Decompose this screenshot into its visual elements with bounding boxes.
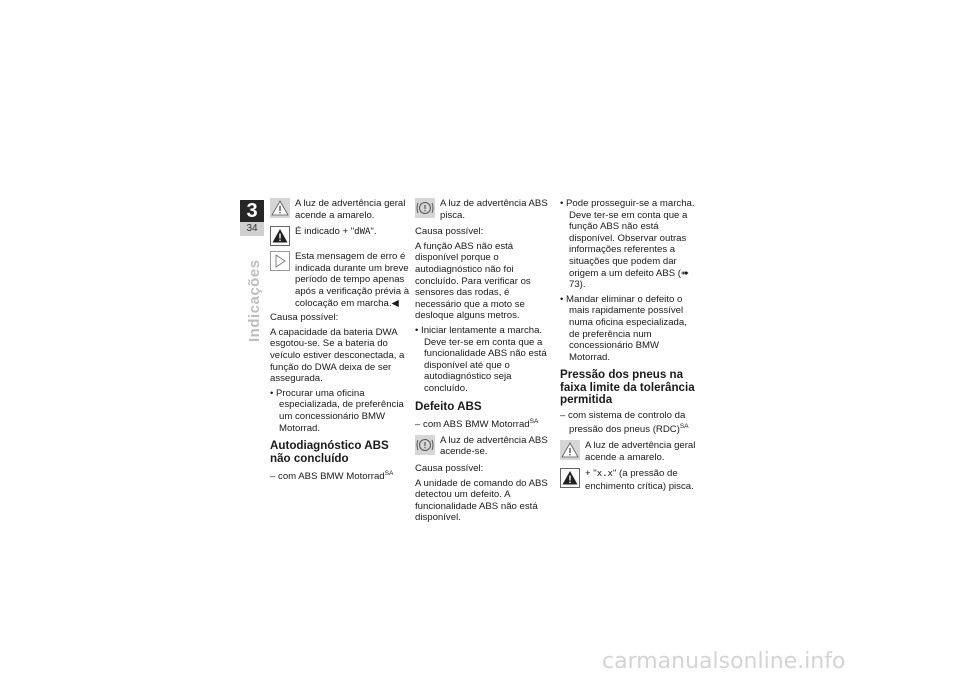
list-item: • Pode prosseguir-se a marcha. Deve ter-se em conta que a função ABS não está disponível. Observar outras informações referentes a situações que podem dar origem a um defeito ABS (➠ 73). (560, 198, 695, 291)
chapter-label: Indicações (246, 259, 263, 342)
equipment-line: – com sistema de controlo da pressão dos pneus (RDC)$^{SA}$ (560, 409, 689, 436)
page-ref-arrow-icon: ➠ (681, 267, 690, 279)
equipment-line: – com ABS BMW Motorrad$^{SA}$ (270, 470, 394, 483)
warning-triangle-icon (560, 468, 580, 488)
sa-superscript: SA (679, 423, 689, 431)
indicator-text: A luz de advertência geral acende a amarelo. (295, 198, 406, 221)
list-item: • Mandar eliminar o defeito o mais rapidamente possível numa oficina especializada, de preferência num concessionário BMW Motorrad. (560, 293, 687, 363)
display-code: dWA (354, 227, 371, 238)
cause-text: A capacidade da bateria DWA esgotou-se. Se a bateria do veículo estiver desconectada, a função do DWA deixa de ser assegurada. (270, 326, 405, 385)
general-warning-indicator (270, 198, 410, 221)
display-code: x.x (596, 469, 613, 480)
abs-flashing-indicator (415, 198, 555, 221)
column-3 (560, 198, 700, 498)
indicator-text: É indicado + "dWA". (295, 226, 377, 238)
info-indicator (270, 251, 410, 309)
cause-text: A unidade de comando do ABS detectou um defeito. A funcionalidade ABS não está disponível. (415, 477, 548, 524)
indicator-text: Esta mensagem de erro é indicada durante um breve período de tempo apenas após a verificação prévia à colocação em marcha.◀ (295, 251, 410, 309)
list-item: • Iniciar lentamente a marcha. Deve ter-se em conta que a funcionalidade ABS não está disponível até que o autodiagnóstico seja concluído. (415, 324, 547, 394)
tyre-pressure-indicator (560, 468, 700, 492)
cause-label: Causa possível: (415, 462, 484, 474)
end-mark: ◀ (391, 297, 399, 309)
abs-warning-light-icon (415, 435, 435, 455)
indicator-text: A luz de advertência ABS pisca. (440, 198, 548, 221)
chapter-number: 3 (240, 200, 264, 222)
cause-label: Causa possível: (415, 226, 484, 238)
cause-text: A função ABS não está disponível porque o autodiagnóstico não foi concluído. Para verificar os sensores das rodas, é necessário que a moto se desloque alguns metros. (415, 240, 531, 322)
dwa-indicator (270, 226, 410, 246)
general-warning-light-icon (270, 198, 290, 218)
section-heading: Pressão dos pneus na faixa limite da tolerância permitida (560, 368, 695, 407)
warning-triangle-icon (270, 226, 290, 246)
equipment-line: – com ABS BMW Motorrad$^{SA}$ (415, 418, 539, 431)
sa-superscript: SA (384, 470, 394, 478)
indicator-text: + "x.x" (a pressão de enchimento crítica) pisca. (585, 468, 694, 492)
indicator-text: A luz de advertência ABS acende-se. (440, 434, 548, 458)
section-heading: Defeito ABS (415, 399, 482, 413)
general-warning-indicator (560, 440, 700, 463)
page-number: 34 (240, 222, 264, 236)
watermark: carmanualsonline.info (602, 649, 846, 674)
abs-warning-light-icon (415, 198, 435, 218)
general-warning-light-icon (560, 440, 580, 460)
page-ref[interactable]: 73 (569, 279, 580, 291)
section-heading: Autodiagnóstico ABS não concluído (270, 439, 389, 465)
column-2 (415, 198, 555, 527)
column-1 (270, 198, 410, 486)
sa-superscript: SA (529, 418, 539, 425)
list-item: • Procurar uma oficina especializada, de preferência um concessionário BMW Motorrad. (270, 387, 404, 434)
play-arrow-icon (270, 251, 290, 271)
indicator-text: A luz de advertência geral acende a amarelo. (585, 440, 696, 463)
cause-label: Causa possível: (270, 312, 339, 324)
abs-on-indicator (415, 435, 555, 458)
